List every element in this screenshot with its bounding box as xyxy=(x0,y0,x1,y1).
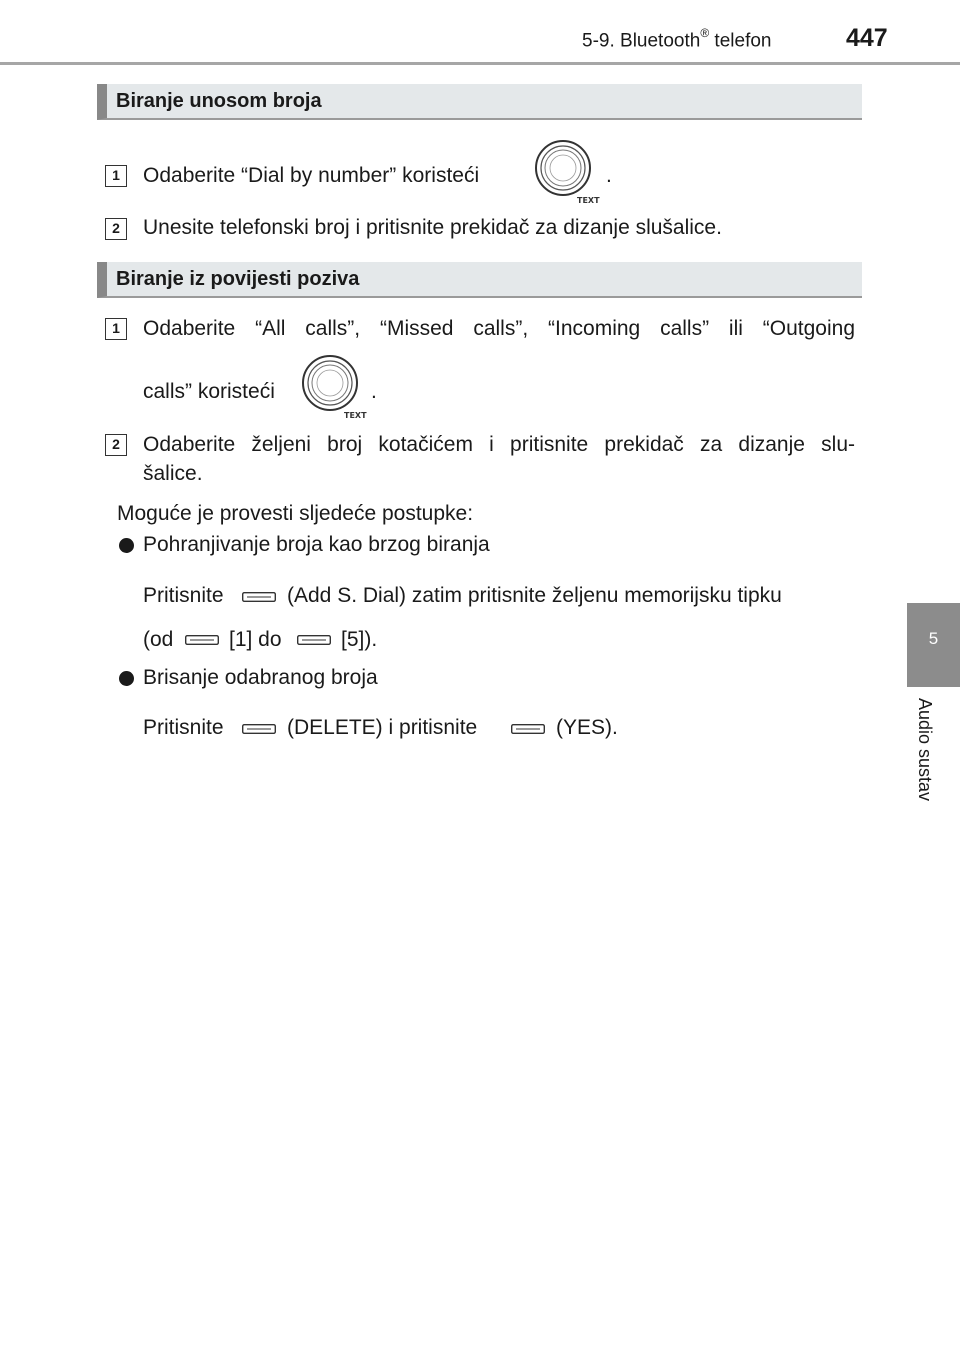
knob-label: TEXT xyxy=(344,411,367,420)
registered-mark: ® xyxy=(700,26,710,40)
instruction-text: (od xyxy=(143,628,174,651)
instruction-text: Pritisnite xyxy=(143,716,224,739)
text-knob-icon xyxy=(300,353,368,423)
instruction-text: (YES). xyxy=(556,716,618,739)
button-icon xyxy=(297,635,331,645)
button-icon xyxy=(242,592,276,602)
bullet-title: Pohranjivanje broja kao brzog biranja xyxy=(143,533,490,556)
step-text: Unesite telefonski broj i pritisnite prekidač za dizanje slušalice. xyxy=(143,216,722,239)
step-number-badge: 2 xyxy=(105,218,127,240)
step-text: šalice. xyxy=(143,462,203,485)
instruction-text: [1] do xyxy=(229,628,282,651)
procedures-intro: Moguće je provesti sljedeće postupke: xyxy=(117,502,474,525)
header-section-suffix: telefon xyxy=(709,30,772,52)
section-heading-dial-by-number xyxy=(97,84,862,120)
step-text: Odaberite željeni broj kotačićem i pritisnite prekidač za dizanje slu- xyxy=(143,433,855,456)
chapter-tab xyxy=(907,603,960,687)
section-title: Biranje unosom broja xyxy=(116,90,322,112)
instruction-text: (Add S. Dial) zatim pritisnite željenu memorijsku tipku xyxy=(287,584,782,607)
step-number-badge: 1 xyxy=(105,165,127,187)
bullet-dot xyxy=(119,538,134,553)
bullet-dot xyxy=(119,671,134,686)
header-section-prefix: 5-9. Bluetooth xyxy=(582,30,701,52)
chapter-title: Audio sustav xyxy=(915,698,935,802)
running-header xyxy=(582,28,771,52)
chapter-number: 5 xyxy=(928,629,939,648)
button-icon xyxy=(185,635,219,645)
instruction-text: Pritisnite xyxy=(143,584,224,607)
step-number-badge: 2 xyxy=(105,434,127,456)
step-text-end: . xyxy=(371,380,377,403)
section-title: Biranje iz povijesti poziva xyxy=(116,268,360,290)
section-heading-call-history xyxy=(97,262,862,298)
chapter-label xyxy=(914,698,938,828)
button-icon xyxy=(242,724,276,734)
step-text: Odaberite “All calls”, “Missed calls”, “Incoming calls” ili “Outgoing xyxy=(143,317,855,340)
step-text-end: . xyxy=(606,164,612,187)
step-text: Odaberite “Dial by number” koristeći xyxy=(143,164,480,187)
text-knob-icon xyxy=(533,138,601,208)
instruction-text: (DELETE) i pritisnite xyxy=(287,716,478,739)
page-number: 447 xyxy=(846,24,888,52)
bullet-title: Brisanje odabranog broja xyxy=(143,666,378,689)
header-rule xyxy=(0,62,960,65)
button-icon xyxy=(511,724,545,734)
knob-label: TEXT xyxy=(577,196,600,205)
step-number-badge: 1 xyxy=(105,318,127,340)
step-text: calls” koristeći xyxy=(143,380,275,403)
instruction-text: [5]). xyxy=(341,628,378,651)
